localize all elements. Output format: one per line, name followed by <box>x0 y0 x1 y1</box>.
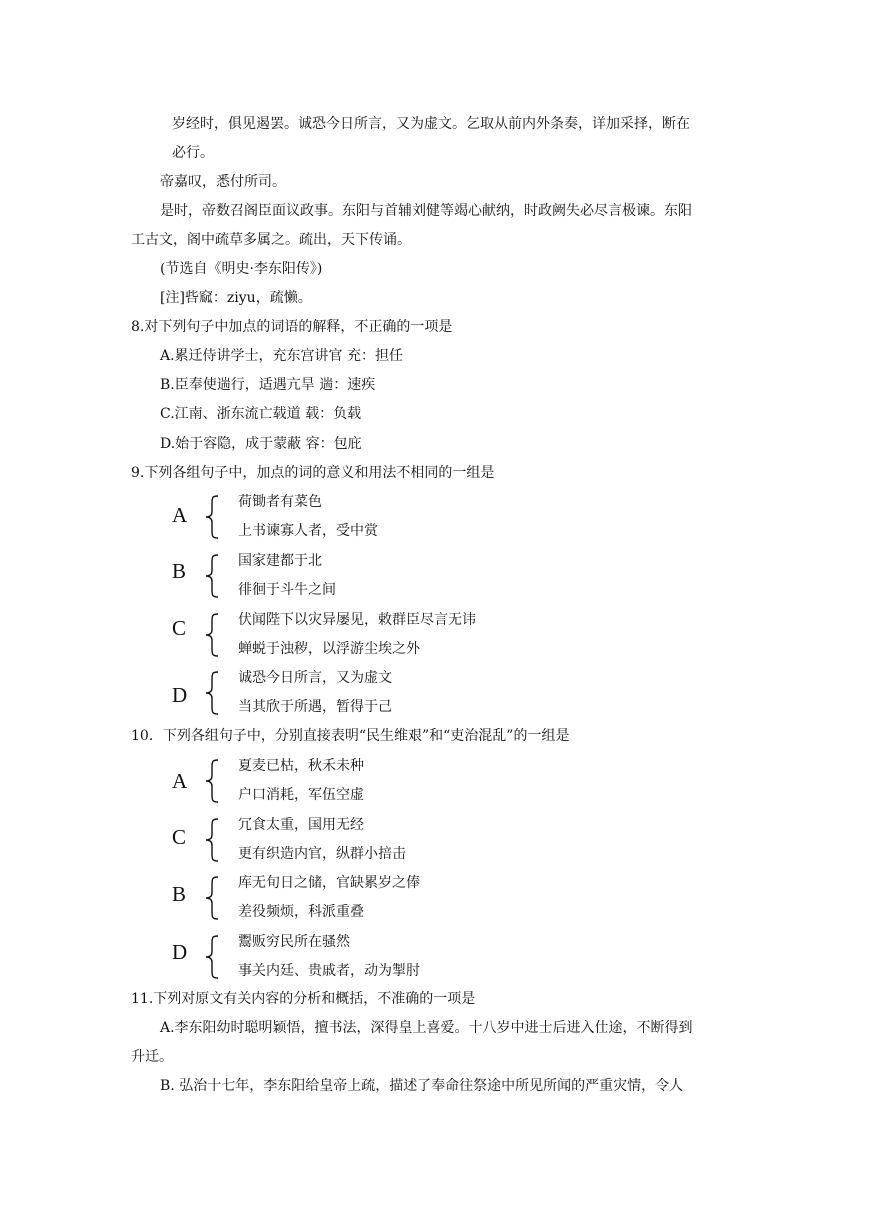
option-line-2: 当其欣于所遇，暂得于己 <box>238 699 392 715</box>
question-11-option-a-line2: 升迁。 <box>131 1049 173 1065</box>
left-brace-icon <box>204 492 220 542</box>
question-11-option-b-line1: B. 弘治十七年，李东阳给皇帝上疏，描述了奉命往祭途中所见所闻的严重灾情，令人 <box>160 1078 684 1094</box>
option-line-2: 更有织造内官，纵群小掊击 <box>238 846 406 862</box>
option-letter: C <box>172 825 187 849</box>
option-letter: D <box>172 940 188 964</box>
left-brace-icon <box>204 873 220 923</box>
question-10-stem: 10．下列各组句子中，分别直接表明“民生维艰”和“吏治混乱”的一组是 <box>131 728 570 744</box>
question-11-option-a-line1: A.李东阳幼时聪明颖悟，擅书法，深得皇上喜爱。十八岁中进士后进入仕途，不断得到 <box>160 1020 693 1036</box>
option-line-1: 库无旬日之储，官缺累岁之俸 <box>238 875 420 891</box>
left-brace-icon <box>204 668 220 718</box>
paragraph-line: 帝嘉叹，悉付所司。 <box>160 174 286 190</box>
left-brace-icon <box>204 932 220 982</box>
option-line-1: 鬻贩穷民所在骚然 <box>238 934 350 950</box>
annotation-note: [注]呰窳：ziyu，疏懒。 <box>160 290 312 306</box>
option-letter: D <box>172 683 188 707</box>
option-letter: B <box>172 882 187 906</box>
left-brace-icon <box>204 610 220 660</box>
question-9-option-d <box>172 668 622 718</box>
question-8-stem: 8.对下列句子中加点的词语的解释，不正确的一项是 <box>131 319 453 335</box>
question-10-option-b <box>172 873 622 923</box>
question-8-option-b: B.臣奉使遄行，适遇亢旱 遄：速疾 <box>160 377 376 393</box>
paragraph-line: 岁经时，俱见遏罢。诚恐今日所言，又为虚文。乞取从前内外条奏，详加采择，断在 <box>172 116 690 132</box>
question-8-option-a: A.累迁侍讲学士，充东宫讲官 充：担任 <box>160 348 404 364</box>
question-11-stem: 11.下列对原文有关内容的分析和概括，不准确的一项是 <box>131 991 476 1007</box>
option-letter: B <box>172 559 187 583</box>
question-9-option-a <box>172 492 622 542</box>
source-citation: (节选自《明史·李东阳传》) <box>160 261 323 277</box>
left-brace-icon <box>204 756 220 806</box>
option-line-2: 蝉蜕于浊秽，以浮游尘埃之外 <box>238 641 420 657</box>
option-line-1: 冗食太重，国用无经 <box>238 817 364 833</box>
question-9-option-c <box>172 610 622 660</box>
option-line-1: 诚恐今日所言，又为虚文 <box>238 670 392 686</box>
question-9-option-b <box>172 551 622 601</box>
question-8-option-d: D.始于容隐，成于蒙蔽 容：包庇 <box>160 436 362 452</box>
option-line-1: 伏闻陛下以灾异屡见，敕群臣尽言无讳 <box>238 612 476 628</box>
question-10-option-d <box>172 932 622 982</box>
option-line-2: 上书谏寡人者，受中赏 <box>238 523 378 539</box>
option-line-2: 户口消耗，军伍空虚 <box>238 787 364 803</box>
option-letter: A <box>172 503 188 527</box>
paragraph-line: 必行。 <box>172 145 214 161</box>
question-10-option-c <box>172 815 622 865</box>
left-brace-icon <box>204 551 220 601</box>
paragraph-line: 工古文，阁中疏草多属之。疏出，天下传诵。 <box>131 232 411 248</box>
option-line-2: 徘徊于斗牛之间 <box>238 582 336 598</box>
option-line-2: 差役频烦，科派重叠 <box>238 904 364 920</box>
question-8-option-c: C.江南、浙东流亡载道 载：负载 <box>160 406 362 422</box>
question-10-option-a <box>172 756 622 806</box>
option-line-1: 荷锄者有菜色 <box>238 494 322 510</box>
option-line-1: 国家建都于北 <box>238 553 322 569</box>
left-brace-icon <box>204 815 220 865</box>
paragraph-line: 是时，帝数召阁臣面议政事。东阳与首辅刘健等竭心献纳，时政阙失必尽言极谏。东阳 <box>160 203 692 219</box>
option-letter: C <box>172 616 187 640</box>
option-line-1: 夏麦已枯，秋禾未种 <box>238 758 364 774</box>
option-letter: A <box>172 769 188 793</box>
question-9-stem: 9.下列各组句子中，加点的词的意义和用法不相同的一组是 <box>131 465 495 481</box>
option-line-2: 事关内廷、贵戚者，动为掣肘 <box>238 963 420 979</box>
